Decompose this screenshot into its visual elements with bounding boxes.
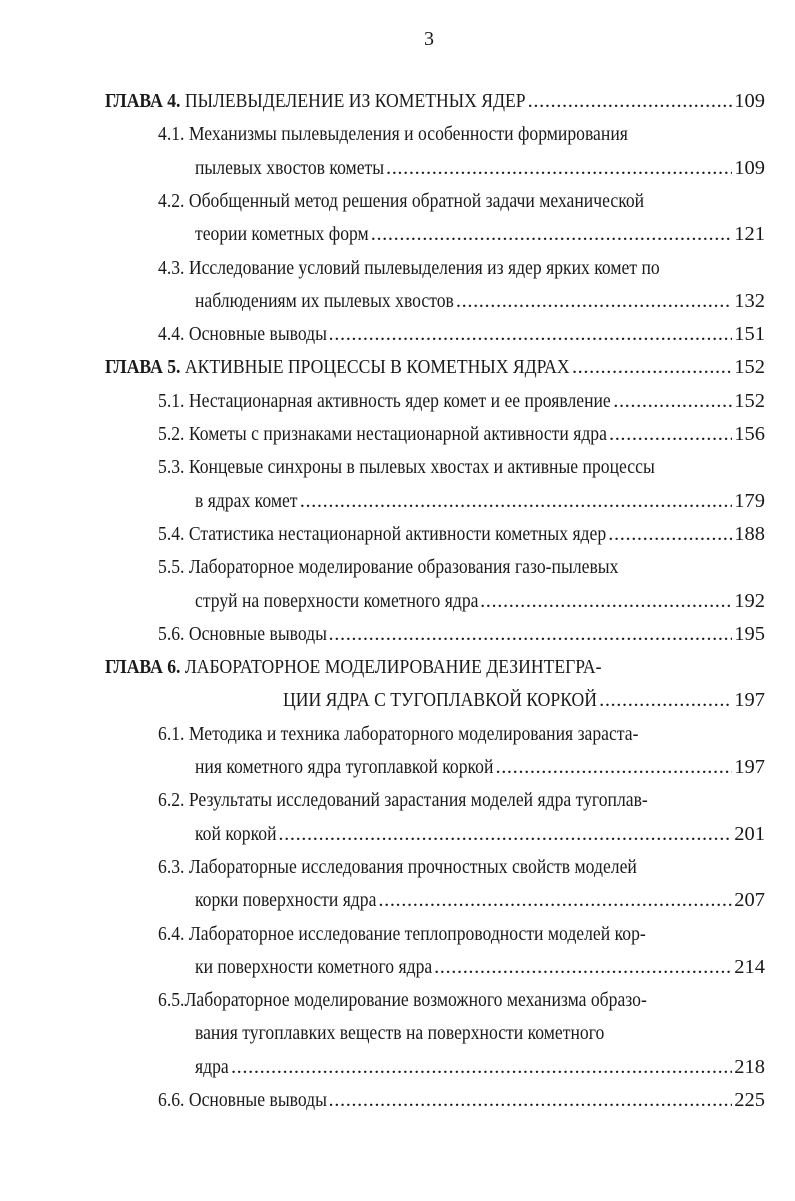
page-ref: 195 xyxy=(734,622,765,645)
toc-line xyxy=(158,119,704,149)
toc-line xyxy=(158,785,728,815)
toc-line xyxy=(158,319,765,349)
toc-line xyxy=(195,1018,671,1048)
toc-line-text xyxy=(158,619,327,649)
page-ref: 179 xyxy=(734,489,765,512)
dot-leader xyxy=(599,685,732,715)
toc-line xyxy=(158,552,693,582)
page-ref: 156 xyxy=(734,423,765,445)
section-title: Нестационарная активность ядер комет и ее проявление xyxy=(188,389,611,412)
page-ref: 151 xyxy=(734,323,765,346)
toc-line-text xyxy=(158,719,638,749)
page-ref: 152 xyxy=(734,356,765,379)
toc-line xyxy=(158,1085,765,1115)
dot-leader xyxy=(329,619,733,649)
toc-line-text xyxy=(195,885,376,915)
section-title: Кометы с признаками нестационарной активности ядра xyxy=(188,423,607,445)
dot-leader xyxy=(278,819,732,849)
toc-line xyxy=(158,619,765,649)
section-number: 5.6. xyxy=(158,622,185,645)
toc-line xyxy=(195,586,765,616)
section-title: ния кометного ядра тугоплавкой коркой xyxy=(195,756,494,778)
toc-line xyxy=(195,952,765,982)
dot-leader xyxy=(231,1052,732,1082)
section-title: Лабораторное исследование теплопроводности моделей кор- xyxy=(188,922,646,945)
toc-line-text xyxy=(158,985,647,1015)
section-title: пылевых хвостов кометы xyxy=(195,156,385,179)
toc-line xyxy=(195,819,765,849)
section-number: 6.2. xyxy=(158,789,185,812)
dot-leader xyxy=(613,386,732,416)
toc-line-text xyxy=(158,186,644,216)
section-number: 6.6. xyxy=(158,1089,185,1111)
section-title: Лабораторное моделирование возможного механизма образо- xyxy=(184,989,647,1012)
section-number: 5.2. xyxy=(158,423,185,445)
section-number: 4.3. xyxy=(158,256,185,279)
section-title: ки поверхности кометного ядра xyxy=(195,955,433,978)
chapter-label: ГЛАВА 6. xyxy=(105,656,181,679)
section-number: 5.3. xyxy=(158,456,185,479)
dot-leader xyxy=(572,352,732,382)
dot-leader xyxy=(386,153,732,183)
dot-leader xyxy=(528,86,733,116)
toc-line-text xyxy=(158,419,607,449)
dot-leader xyxy=(608,519,732,549)
toc-line-text xyxy=(105,352,570,382)
chapter-title: ПЫЛЕВЫДЕЛЕНИЕ ИЗ КОМЕТНЫХ ЯДЕР xyxy=(184,90,526,112)
section-number: 4.1. xyxy=(158,123,185,146)
toc-line xyxy=(158,919,725,949)
chapter-label: ГЛАВА 5. xyxy=(105,356,181,379)
chapter-title: ЦИИ ЯДРА С ТУГОПЛАВКОЙ КОРКОЙ xyxy=(283,689,597,712)
toc-line xyxy=(195,286,765,316)
chapter-title: ЛАБОРАТОРНОЕ МОДЕЛИРОВАНИЕ ДЕЗИНТЕГРА- xyxy=(184,656,602,679)
section-title: Лабораторное моделирование образования газо-пылевых xyxy=(188,556,619,579)
section-number: 6.5. xyxy=(158,989,185,1012)
toc-line xyxy=(158,253,741,283)
toc-line-text xyxy=(158,452,655,482)
dot-leader xyxy=(378,885,732,915)
toc-line xyxy=(105,352,765,382)
toc-line xyxy=(195,1052,765,1082)
page-ref: 152 xyxy=(734,389,765,412)
toc-line-text xyxy=(195,752,493,782)
page-ref: 214 xyxy=(734,955,765,978)
toc-line-text xyxy=(158,253,660,283)
toc-line-text xyxy=(158,119,628,149)
chapter-label: ГЛАВА 4. xyxy=(105,90,181,112)
dot-leader xyxy=(329,1085,733,1115)
dot-leader xyxy=(480,586,732,616)
page-ref: 197 xyxy=(734,756,765,778)
toc-line xyxy=(105,86,765,116)
dot-leader xyxy=(371,219,733,249)
toc-line-text xyxy=(195,1018,604,1048)
section-title: кой коркой xyxy=(195,822,277,845)
section-number: 6.1. xyxy=(158,722,185,745)
dot-leader xyxy=(300,486,733,516)
section-title: Основные выводы xyxy=(188,1089,328,1111)
toc-line-text xyxy=(158,852,637,882)
toc-line-text xyxy=(195,819,277,849)
section-title: ядра xyxy=(195,1055,229,1078)
section-number: 6.4. xyxy=(158,922,185,945)
section-number: 4.2. xyxy=(158,189,185,212)
dot-leader xyxy=(434,952,732,982)
page-ref: 201 xyxy=(734,822,765,845)
chapter-title: АКТИВНЫЕ ПРОЦЕССЫ В КОМЕТНЫХ ЯДРАХ xyxy=(184,356,570,379)
section-title: Статистика нестационарной активности кометных ядер xyxy=(188,522,607,545)
page-ref: 109 xyxy=(734,156,765,179)
section-title: теории кометных форм xyxy=(195,223,369,246)
page-ref: 218 xyxy=(734,1055,765,1078)
page-ref: 109 xyxy=(734,90,765,112)
section-title: струй на поверхности кометного ядра xyxy=(195,589,479,612)
section-title: наблюдениям их пылевых хвостов xyxy=(195,289,454,312)
toc-line xyxy=(195,486,765,516)
dot-leader xyxy=(456,286,732,316)
toc-line xyxy=(195,885,765,915)
toc-line xyxy=(195,153,765,183)
page-ref: 197 xyxy=(734,689,765,712)
section-title: Лабораторные исследования прочностных свойств моделей xyxy=(188,855,637,878)
page-ref: 192 xyxy=(734,589,765,612)
page-ref: 132 xyxy=(734,289,765,312)
dot-leader xyxy=(495,752,732,782)
toc-line xyxy=(158,386,765,416)
toc-line-text xyxy=(283,685,597,715)
section-title: Основные выводы xyxy=(188,323,328,346)
section-title: Основные выводы xyxy=(188,622,328,645)
page-ref: 188 xyxy=(734,522,765,545)
section-title: Исследование условий пылевыделения из ядер ярких комет по xyxy=(188,256,660,279)
section-title: вания тугоплавких веществ на поверхности кометного xyxy=(195,1022,605,1045)
section-title: Методика и техника лабораторного моделирования зараста- xyxy=(188,722,639,745)
toc-line-text xyxy=(195,952,432,982)
page-ref: 121 xyxy=(734,223,765,246)
toc-line xyxy=(158,985,726,1015)
toc-line xyxy=(195,219,765,249)
toc-line xyxy=(158,719,717,749)
toc-line xyxy=(158,186,723,216)
toc-line-text xyxy=(195,486,298,516)
section-title: корки поверхности ядра xyxy=(195,889,377,912)
toc-line-text xyxy=(158,785,648,815)
page-ref: 207 xyxy=(734,889,765,912)
dot-leader xyxy=(329,319,733,349)
section-number: 6.3. xyxy=(158,855,185,878)
toc-line-text xyxy=(158,1085,327,1115)
page-number: 3 xyxy=(424,28,434,50)
toc-line xyxy=(283,685,765,715)
toc-line-text xyxy=(105,86,526,116)
dot-leader xyxy=(609,419,732,449)
page-ref: 225 xyxy=(734,1089,765,1111)
section-title: Обобщенный метод решения обратной задачи механической xyxy=(188,189,645,212)
section-number: 5.5. xyxy=(158,556,185,579)
toc-line-text xyxy=(158,552,618,582)
section-number: 4.4. xyxy=(158,323,185,346)
toc-line-text xyxy=(158,319,327,349)
section-title: Результаты исследований зарастания моделей ядра тугоплав- xyxy=(188,789,648,812)
toc-line xyxy=(158,852,715,882)
toc-line-text xyxy=(195,1052,229,1082)
toc-line xyxy=(158,452,736,482)
toc-line-text xyxy=(158,386,611,416)
toc-line-text xyxy=(195,586,478,616)
section-title: Концевые синхроны в пылевых хвостах и активные процессы xyxy=(188,456,655,479)
toc-line-text xyxy=(158,519,606,549)
section-title: Механизмы пылевыделения и особенности формирования xyxy=(188,123,628,146)
toc-line-text xyxy=(195,286,454,316)
toc-line-text xyxy=(105,652,601,682)
section-number: 5.4. xyxy=(158,522,185,545)
toc-line xyxy=(158,419,765,449)
toc-line xyxy=(105,652,682,682)
toc-line xyxy=(158,519,765,549)
toc-line xyxy=(195,752,765,782)
section-number: 5.1. xyxy=(158,389,185,412)
toc-line-text xyxy=(195,153,384,183)
section-title: в ядрах комет xyxy=(195,489,298,512)
toc-line-text xyxy=(158,919,646,949)
toc-line-text xyxy=(195,219,369,249)
